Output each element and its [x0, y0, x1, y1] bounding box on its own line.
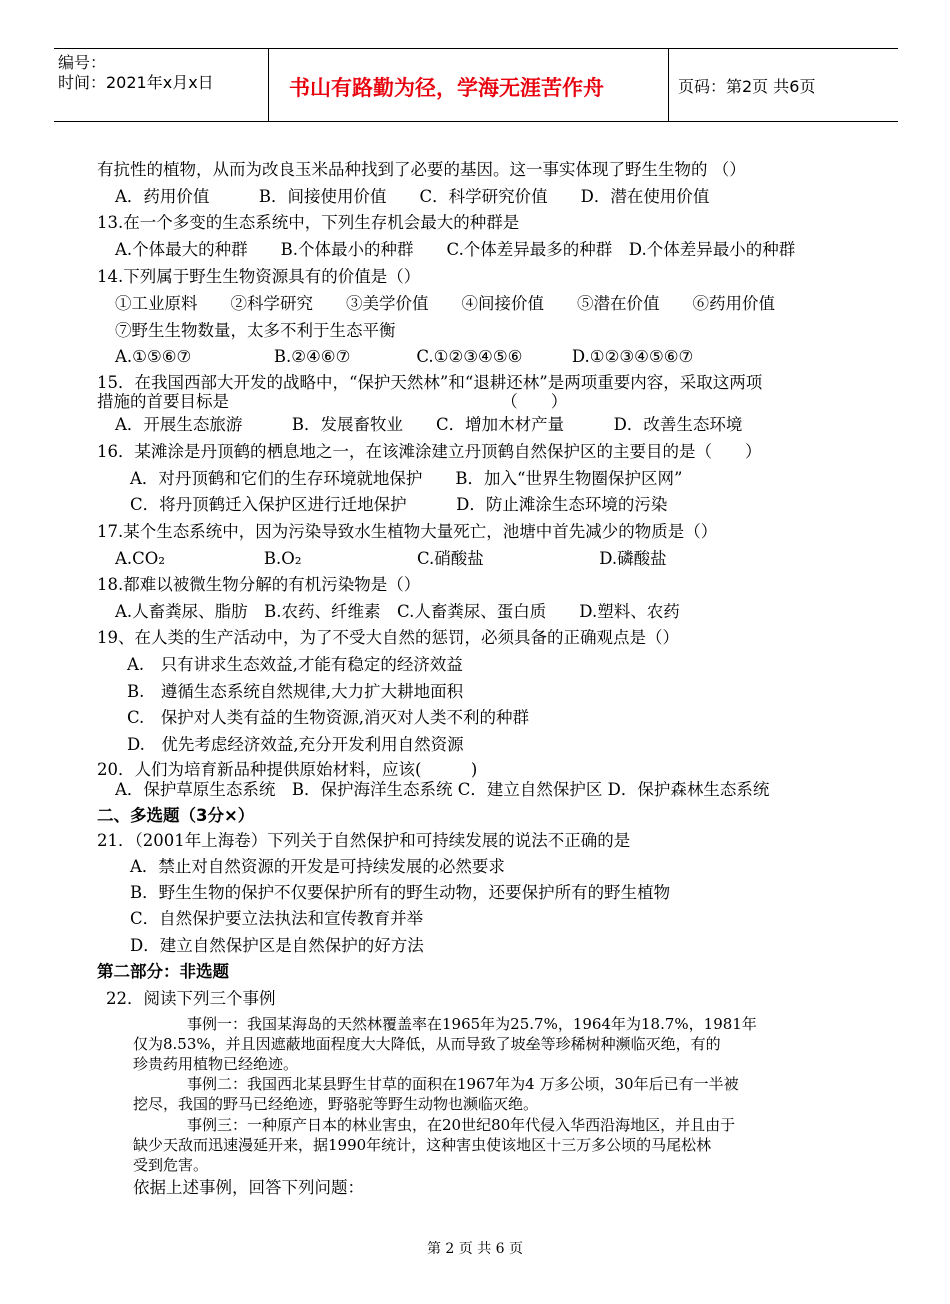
q14-choices-row1: ①工业原料 ②科学研究 ③美学价值 ④间接价值 ⑤潜在价值 ⑥药用价值 — [115, 294, 775, 313]
q15-stem-line2: 措施的首要目标是 （ ） — [97, 392, 568, 411]
q19-option-d: D. 优先考虑经济效益,充分开发利用自然资源 — [127, 735, 464, 754]
q12-stem-continued: 有抗性的植物，从而为改良玉米品种找到了必要的基因。这一事实体现了野生生物的 （） — [97, 160, 746, 179]
case-three-line1: 事例三：一种原产日本的林业害虫，在20世纪80年代侵入华西沿海地区，并且由于 — [187, 1116, 736, 1134]
q21-option-b: B．野生生物的保护不仅要保护所有的野生动物，还要保护所有的野生植物 — [130, 883, 671, 902]
page-footer: 第 2 页 共 6 页 — [426, 1241, 524, 1257]
q17-options: A.CO₂ B.O₂ C.硝酸盐 D.磷酸盐 — [115, 549, 667, 568]
case-two-line2: 挖尽，我国的野马已经绝迹，野骆驼等野生动物也濒临灭绝。 — [133, 1095, 539, 1113]
header-page-label: 页码：第2页 共6页 — [678, 77, 816, 96]
q22-instruction: 依据上述事例，回答下列问题： — [133, 1178, 364, 1197]
header-motto: 书山有路勤为径，学海无涯苦作舟 — [289, 76, 604, 100]
q21-option-d: D．建立自然保护区是自然保护的好方法 — [130, 936, 424, 955]
case-one-line3: 珍贵药用植物已经绝迹。 — [133, 1055, 299, 1073]
q14-choices-row2: ⑦野生生物数量，太多不利于生态平衡 — [115, 321, 396, 340]
q21-option-c: C．自然保护要立法执法和宣传教育并举 — [130, 909, 424, 928]
case-one-line2: 仅为8.53%，并且因遮蔽地面程度大大降低，从而导致了坡垒等珍稀树种濒临灭绝，有的 — [133, 1035, 721, 1053]
q13-stem: 13.在一个多变的生态系统中，下列生存机会最大的种群是 — [97, 213, 520, 232]
q21-option-a: A．禁止对自然资源的开发是可持续发展的必然要求 — [130, 857, 505, 876]
part-two-heading: 第二部分：非选题 — [97, 962, 229, 981]
q14-stem: 14.下列属于野生生物资源具有的价值是（） — [97, 267, 421, 286]
q18-stem: 18.都难以被微生物分解的有机污染物是（） — [97, 575, 421, 594]
q19-option-b: B. 遵循生态系统自然规律,大力扩大耕地面积 — [127, 682, 464, 701]
section-multiple-choice-heading: 二、多选题（3分×） — [97, 806, 255, 825]
header-divider-right — [668, 48, 669, 122]
q20-stem: 20．人们为培育新品种提供原始材料，应该( ) — [97, 760, 478, 779]
q14-options: A.①⑤⑥⑦ B.②④⑥⑦ C.①②③④⑤⑥ D.①②③④⑤⑥⑦ — [115, 347, 694, 366]
q19-option-a: A. 只有讲求生态效益,才能有稳定的经济效益 — [127, 655, 463, 674]
q16-stem: 16．某滩涂是丹顶鹤的栖息地之一，在该滩涂建立丹顶鹤自然保护区的主要目的是（ ） — [97, 442, 762, 461]
q15-stem-line1: 15．在我国西部大开发的战略中，“保护天然林”和“退耕还林”是两项重要内容，采取这两项 — [97, 373, 763, 392]
q12-options: A．药用价值 B．间接使用价值 C．科学研究价值 D．潜在使用价值 — [115, 187, 710, 206]
q16-options-row1: A．对丹顶鹤和它们的生存环境就地保护 B．加入“世界生物圈保护区网” — [130, 469, 683, 488]
case-three-line2: 缺少天敌而迅速漫延开来，据1990年统计，这种害虫使该地区十三万多公顷的马尾松林 — [133, 1136, 712, 1154]
q18-options: A.人畜粪尿、脂肪 B.农药、纤维素 C.人畜粪尿、蛋白质 D.塑料、农药 — [115, 602, 680, 621]
header-divider-left — [268, 48, 269, 122]
q19-stem: 19、在人类的生产活动中，为了不受大自然的惩罚，必须具备的正确观点是（） — [97, 628, 679, 647]
document-number-label: 编号： — [58, 53, 107, 72]
case-three-line3: 受到危害。 — [133, 1156, 209, 1174]
header-bottom-rule — [54, 121, 898, 122]
q13-options: A.个体最大的种群 B.个体最小的种群 C.个体差异最多的种群 D.个体差异最小的种群 — [115, 240, 796, 259]
q19-option-c: C. 保护对人类有益的生物资源,消灭对人类不利的种群 — [127, 708, 530, 727]
q16-options-row2: C．将丹顶鹤迁入保护区进行迁地保护 D．防止滩涂生态环境的污染 — [130, 495, 668, 514]
q22-stem: 22．阅读下列三个事例 — [106, 989, 276, 1008]
case-one-line1: 事例一：我国某海岛的天然林覆盖率在1965年为25.7%，1964年为18.7%，1981年 — [187, 1015, 757, 1033]
q20-options: A．保护草原生态系统 B．保护海洋生态系统 C．建立自然保护区 D．保护森林生态系统 — [115, 780, 770, 799]
case-two-line1: 事例二：我国西北某县野生甘草的面积在1967年为4 万多公顷，30年后已有一半被 — [187, 1075, 739, 1093]
q17-stem: 17.某个生态系统中，因为污染导致水生植物大量死亡，池塘中首先减少的物质是（） — [97, 522, 718, 541]
q21-stem: 21．（2001年上海卷）下列关于自然保护和可持续发展的说法不正确的是 — [97, 831, 631, 850]
header-top-rule — [54, 48, 898, 49]
document-time-label: 时间：2021年x月x日 — [58, 73, 214, 92]
q15-options: A．开展生态旅游 B．发展畜牧业 C．增加木材产量 D．改善生态环境 — [115, 415, 743, 434]
